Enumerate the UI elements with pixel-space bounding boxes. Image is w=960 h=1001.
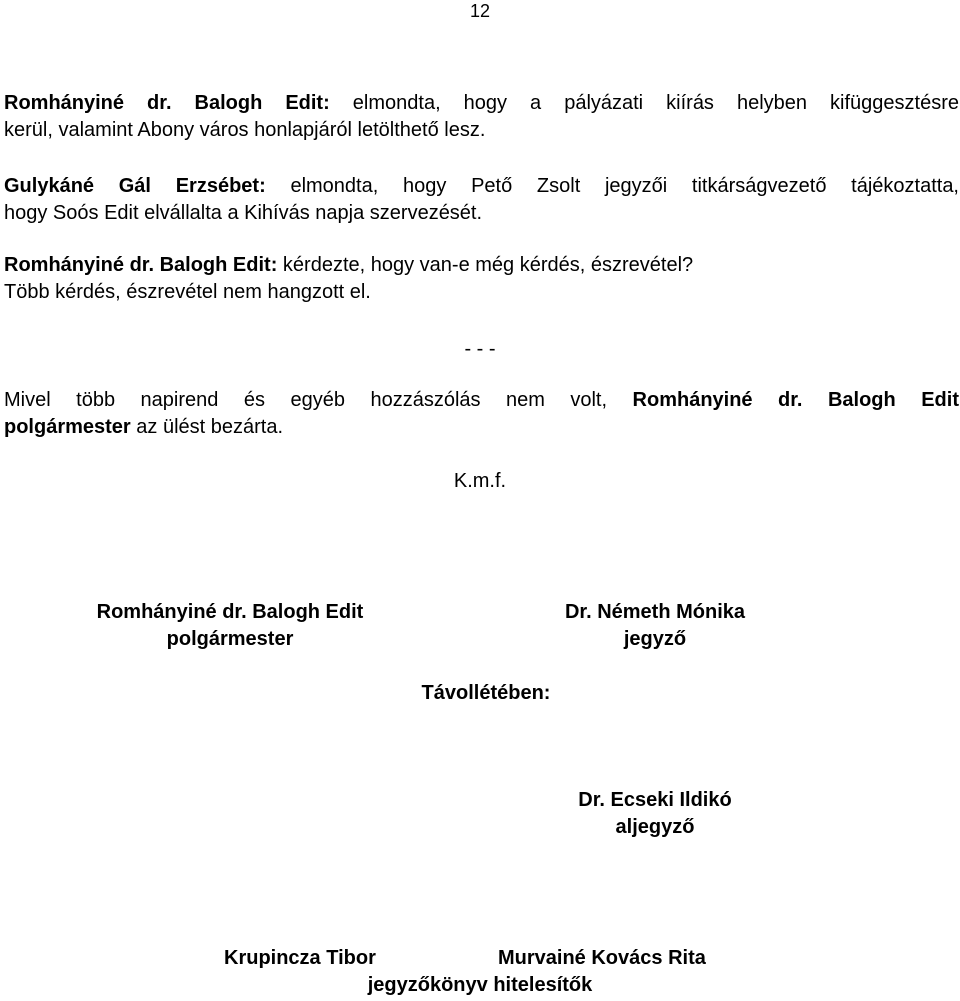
absence-label: Távollétében: <box>421 682 551 704</box>
mayor-signature-name: Romhányiné dr. Balogh Edit <box>96 601 364 623</box>
paragraph-3-line-2: Több kérdés, észrevétel nem hangzott el. <box>4 281 371 303</box>
paragraph-1 <box>4 90 959 144</box>
notary-signature-name: Dr. Németh Mónika <box>564 601 746 623</box>
closing-text-end: az ülést bezárta. <box>130 416 284 438</box>
paragraph-4-line-1 <box>4 387 959 414</box>
page-number: 12 <box>469 1 491 21</box>
paragraph-4-line-2 <box>4 414 959 441</box>
mayor-signature <box>40 599 420 653</box>
paragraph-1-line-2: kerül, valamint Abony város honlapjáról letölthető lesz. <box>4 119 486 141</box>
deputy-notary-signature <box>500 787 810 841</box>
paragraph-4 <box>4 387 959 441</box>
mayor-name: Romhányiné dr. Balogh Edit <box>632 389 959 411</box>
mayor-signature-title: polgármester <box>166 628 294 650</box>
notary-signature-title: jegyző <box>623 628 687 650</box>
paragraph-2-line-2: hogy Soós Edit elvállalta a Kihívás napja szervezését. <box>4 202 483 224</box>
separator: - - - <box>464 338 496 360</box>
speaker-name: Gulykáné Gál Erzsébet: <box>4 175 266 197</box>
authenticators-title: jegyzőkönyv hitelesítők <box>367 974 593 996</box>
closing-text: Mivel több napirend és egyéb hozzászólás nem volt, <box>4 389 633 411</box>
statement-text: kérdezte, hogy van-e még kérdés, észrevétel? <box>277 254 694 276</box>
authenticator-2-name: Murvainé Kovács Rita <box>498 947 706 969</box>
notary-signature <box>500 599 810 653</box>
paragraph-1-line-1 <box>4 90 959 117</box>
mayor-title: polgármester <box>4 416 131 438</box>
speaker-name: Romhányiné dr. Balogh Edit: <box>4 92 330 114</box>
authenticator-1-name: Krupincza Tibor <box>224 947 376 969</box>
statement-text: elmondta, hogy a pályázati kiírás helyben kifüggesztésre <box>329 92 959 114</box>
paragraph-3 <box>4 252 959 306</box>
speaker-name: Romhányiné dr. Balogh Edit: <box>4 254 278 276</box>
paragraph-2 <box>4 173 959 227</box>
paragraph-3-line-1 <box>4 252 959 279</box>
statement-text: elmondta, hogy Pető Zsolt jegyzői titkárságvezető tájékoztatta, <box>265 175 959 197</box>
deputy-notary-signature-name: Dr. Ecseki Ildikó <box>578 789 732 811</box>
paragraph-2-line-1 <box>4 173 959 200</box>
kmf-label: K.m.f. <box>453 470 507 492</box>
deputy-notary-signature-title: aljegyző <box>615 816 695 838</box>
